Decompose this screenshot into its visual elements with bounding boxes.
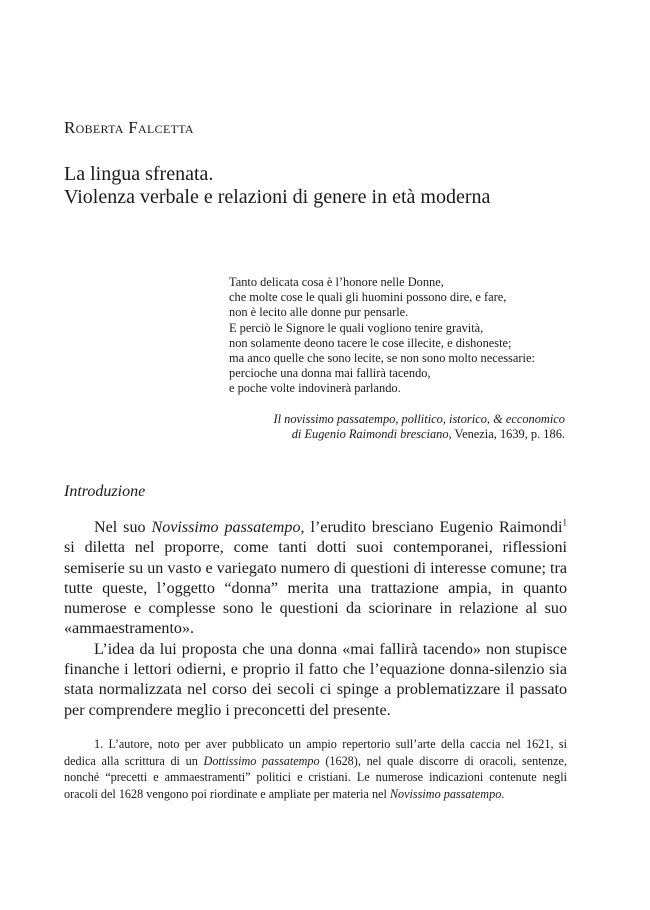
source-line-1: Il novissimo passatempo, pollitico, istorico, & ecconomico <box>273 412 565 426</box>
footnote-ref[interactable]: 1 <box>562 517 567 528</box>
epigraph-line: ma anco quelle che sono lecite, se non sono molto necessarie: <box>229 351 535 366</box>
paragraph-2: L’idea da lui proposta che una donna «mai fallirà tacendo» non stupisce finanche i lettori odierni, e proprio il fatto che l’equazione donna-silenzio sia stata normalizzata nel corso dei secoli ci spinge a problematizzare il passato per comprendere meglio i preconcetti del presente. <box>64 640 567 719</box>
footnote <box>64 736 567 802</box>
p1-text-b: , l’erudito bresciano Eugenio Raimondi <box>300 519 563 536</box>
source-line-2 <box>200 427 565 442</box>
source-author: di Eugenio Raimondi bresciano <box>291 427 449 442</box>
epigraph-source <box>200 412 565 442</box>
title-line-1: La lingua sfrenata. <box>64 163 214 185</box>
epigraph-line: E perciò le Signore le quali vogliono tenire gravità, <box>229 320 484 335</box>
fn-work-title-2: Novissimo passatempo <box>389 786 502 801</box>
paragraph-1 <box>64 518 567 640</box>
article-title <box>64 163 604 209</box>
footnote-1 <box>64 736 567 802</box>
fn-text-c: . <box>501 786 505 801</box>
epigraph-line: e poche volte indovinerà parlando. <box>229 381 401 396</box>
epigraph <box>229 275 574 397</box>
fn-text-b: (1628), nel quale discorre di oracoli, sentenze, nonché “precetti e ammaestramenti” politici e cristiani. Le numerose indicazioni contenute negli oracoli del 1628 vengono poi riordinate e ampliate per materia nel <box>64 753 568 801</box>
p1-text-c: si diletta nel proporre, come tanti dotti suoi contemporanei, riflessioni semiserie su un vasto e variegato numero di questioni di interesse comune; tra tutte queste, l’oggetto “donna” merita una trattazione ampia, in quanto numerose e complesse sono le questioni da sciorinare in relazione al suo «ammaestramento». <box>64 539 567 638</box>
source-imprint: , Venezia, 1639, p. 186. <box>448 427 565 442</box>
section-heading: Introduzione <box>64 483 146 500</box>
body-text <box>64 518 567 721</box>
p1-work-title: Novissimo passatempo <box>151 519 301 536</box>
epigraph-line: non è lecito alle donne pur pensarle. <box>229 305 409 320</box>
fn-work-title-1: Dottissimo passatempo <box>203 753 320 768</box>
author-name: Roberta Falcetta <box>64 118 194 137</box>
title-line-2: Violenza verbale e relazioni di genere in età moderna <box>64 186 491 208</box>
epigraph-line: percioche una donna mai fallirà tacendo, <box>229 366 431 381</box>
epigraph-line: non solamente deono tacere le cose illecite, e dishoneste; <box>229 335 512 350</box>
epigraph-line: Tanto delicata cosa è l’honore nelle Donne, <box>229 275 444 289</box>
epigraph-line: che molte cose le quali gli huomini possono dire, e fare, <box>229 290 507 305</box>
p1-text-a: Nel suo <box>94 519 152 536</box>
fn-text-a: 1. L’autore, noto per aver pubblicato un ampio repertorio sull’arte della caccia nel 1621, si dedica alla scrittura di un <box>64 737 567 768</box>
